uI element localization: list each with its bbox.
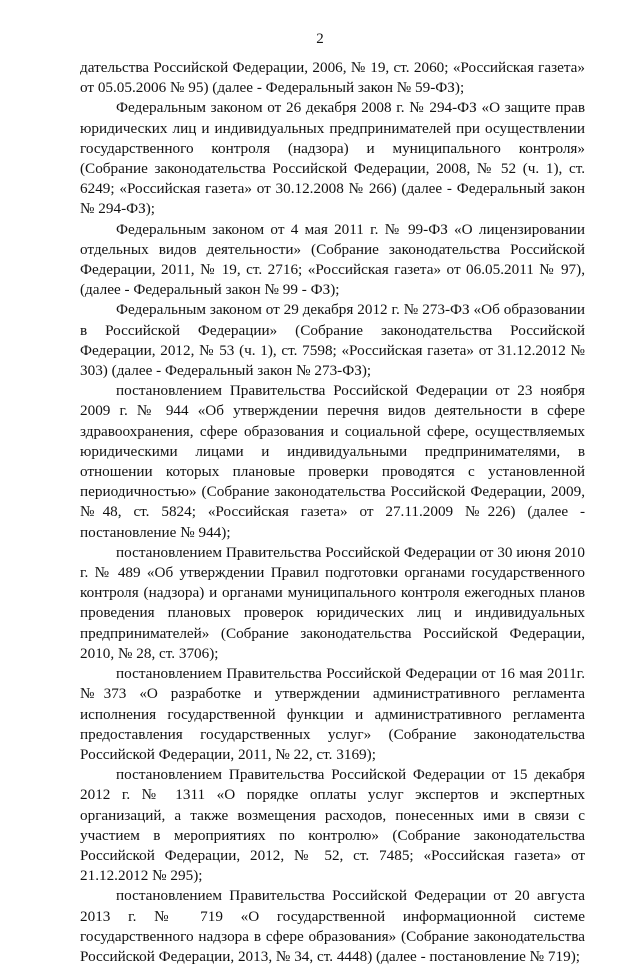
paragraph-resolution-489: постановлением Правительства Российской Федерации от 30 июня 2010 г. № 489 «Об утверждении Правил подготовки органами государственного контроля (надзора) и органами муниципального контроля ежегодных планов проведения плановых проверок юридических лиц и индивидуальных предпринимателей» (Собрание законодательства Российской Федерации, 2010, № 28, ст. 3706);: [80, 543, 585, 662]
paragraph-resolution-373: постановлением Правительства Российской Федерации от 16 мая 2011г. №373 «О разработке и утверждении административного регламента исполнения государственной функции и административного регламента предоставления государственных услуг» (Собрание законодательства Российской Федерации, 2011, № 22, ст. 3169);: [80, 665, 585, 763]
paragraph-law-294: Федеральным законом от 26 декабря 2008 г. № 294-ФЗ «О защите прав юридических лиц и индивидуальных предпринимателей при осуществлении государственного контроля (надзора) и муниципального контроля» (Собрание законодательства Российской Федерации, 2008, № 52 (ч. 1), ст. 6249; «Российская газета» от 30.12.2008 № 266) (далее - Федеральный закон № 294-ФЗ);: [80, 99, 585, 218]
paragraph-law-99: Федеральным законом от 4 мая 2011 г. № 99-ФЗ «О лицензировании отдельных видов деятельности» (Собрание законодательства Российской Федерации, 2011, № 19, ст. 2716; «Российская газета» от 06.05.2011 № 97), (далее - Федеральный закон № 99 - ФЗ);: [80, 220, 585, 299]
page-number: 2: [316, 31, 324, 47]
paragraph-resolution-944: постановлением Правительства Российской Федерации от 23 ноября 2009 г. № 944 «Об утверждении перечня видов деятельности в сфере здравоохранения, сфере образования и социальной сфере, осуществляемых юридическими лицами и индивидуальными предпринимателями, в отношении которых плановые проверки проводятся с установленной периодичностью» (Собрание законодательства Российской Федерации, 2009, №48, ст. 5824; «Российская газета» от 27.11.2009 №226) (далее - постановление № 944);: [80, 382, 585, 541]
document-body: [80, 58, 585, 967]
paragraph-resolution-1311: постановлением Правительства Российской Федерации от 15 декабря 2012 г. № 1311 «О порядке оплаты услуг экспертов и экспертных организаций, а также возмещения расходов, понесенных ими в связи с участием в мероприятиях по контролю» (Собрание законодательства Российской Федерации, 2012, № 52, ст. 7485; «Российская газета» от 21.12.2012 № 295);: [80, 766, 585, 885]
paragraph-law-273: Федеральным законом от 29 декабря 2012 г. № 273-ФЗ «Об образовании в Российской Федерации» (Собрание законодательства Российской Федерации, 2012, № 53 (ч. 1), ст. 7598; «Российская газета» от 31.12.2012 № 303) (далее - Федеральный закон № 273-ФЗ);: [80, 301, 585, 380]
paragraph-resolution-719: постановлением Правительства Российской Федерации от 20 августа 2013 г. № 719 «О государственной информационной системе государственного надзора в сфере образования» (Собрание законодательства Российской Федерации, 2013, № 34, ст. 4448) (далее - постановление № 719);: [80, 887, 585, 965]
paragraph-continuation: дательства Российской Федерации, 2006, № 19, ст. 2060; «Российская газета» от 05.05.2006 № 95) (далее - Федеральный закон № 59-ФЗ);: [80, 59, 585, 97]
